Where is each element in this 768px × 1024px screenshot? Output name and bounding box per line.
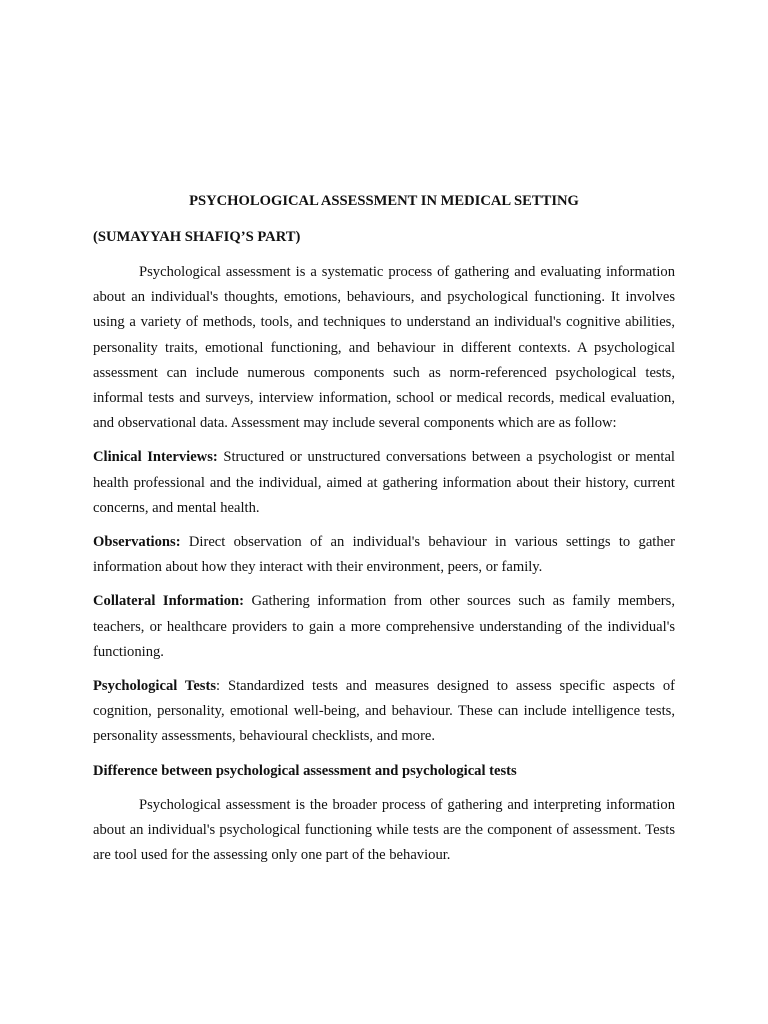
component-clinical-interviews [93,445,675,521]
component-term: Psychological Tests [93,678,217,695]
component-collateral-information [93,589,675,665]
component-observations [93,530,675,580]
component-term: Observations: [93,534,181,551]
intro-paragraph: Psychological assessment is a systematic process of gathering and evaluating information about an individual's thoughts, emotions, behaviours, and psychological functioning. It involves using a variety of methods, tools, and techniques to understand an individual's cognitive abilities, personality traits, emotional functioning, and behaviour in different contexts. A psychological assessment can include numerous components such as norm-referenced psychological tests, informal tests and surveys, interview information, school or medical records, medical evaluation, and observational data. Assessment may include several components which are as follow: [93,264,675,432]
component-term: Collateral Information: [93,593,244,610]
component-psychological-tests [93,674,675,750]
document-title: PSYCHOLOGICAL ASSESSMENT IN MEDICAL SETTING [189,193,579,209]
component-description: : Standardized tests and measures designed to assess specific aspects of cognition, personality, emotional well-being, and behaviour. These can include intelligence tests, personality assessments, behavioural checklists, and more. [93,678,675,745]
component-description: Gathering information from other sources such as family members, teachers, or healthcare providers to gain a more comprehensive understanding of the individual's functioning. [93,593,675,660]
author-part-label: (SUMAYYAH SHAFIQ’S PART) [93,229,301,245]
section-heading-difference: Difference between psychological assessment and psychological tests [93,762,517,779]
document-body [93,190,675,877]
component-description: Direct observation of an individual's behaviour in various settings to gather information about how they interact with their environment, peers, or family. [93,534,675,576]
difference-paragraph: Psychological assessment is the broader process of gathering and interpreting information about an individual's psychological functioning while tests are the component of assessment. Tests are tool used for the assessing only one part of the behaviour. [93,796,675,864]
component-term: Clinical Interviews: [93,449,218,466]
component-description: Structured or unstructured conversations between a psychologist or mental health professional and the individual, aimed at gathering information about their history, current concerns, and mental health. [93,449,675,516]
